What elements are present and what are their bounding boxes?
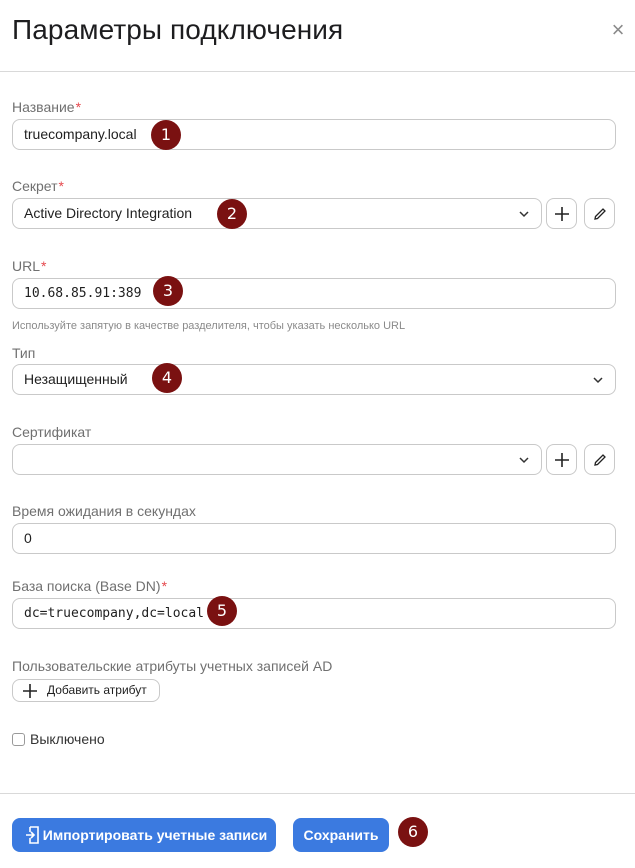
annotation-marker-5: 5 bbox=[207, 596, 237, 626]
secret-label: Секрет* bbox=[12, 178, 64, 194]
annotation-marker-6: 6 bbox=[398, 817, 428, 847]
save-button[interactable]: Сохранить bbox=[293, 818, 389, 852]
url-hint: Используйте запятую в качестве разделителя, чтобы указать несколько URL bbox=[12, 320, 406, 332]
pencil-icon bbox=[593, 207, 607, 221]
plus-icon bbox=[555, 207, 569, 221]
add-secret-button[interactable] bbox=[546, 198, 577, 229]
url-label: URL* bbox=[12, 258, 47, 274]
import-icon bbox=[25, 826, 41, 844]
name-label: Название* bbox=[12, 99, 82, 115]
certificate-label: Сертификат bbox=[12, 424, 92, 440]
header-divider bbox=[0, 71, 635, 72]
annotation-marker-3: 3 bbox=[153, 276, 183, 306]
edit-certificate-button[interactable] bbox=[584, 444, 615, 475]
add-certificate-button[interactable] bbox=[546, 444, 577, 475]
custom-attributes-label: Пользовательские атрибуты учетных записей AD bbox=[12, 658, 333, 674]
pencil-icon bbox=[593, 453, 607, 467]
secret-value: Active Directory Integration bbox=[24, 205, 193, 221]
plus-icon bbox=[555, 453, 569, 467]
type-value: Незащищенный bbox=[24, 371, 128, 387]
plus-icon bbox=[23, 684, 37, 698]
import-accounts-label: Импортировать учетные записи bbox=[42, 827, 268, 843]
dialog-title: Параметры подключения bbox=[12, 14, 344, 45]
import-accounts-button[interactable] bbox=[12, 818, 276, 852]
annotation-marker-1: 1 bbox=[151, 120, 181, 150]
timeout-input[interactable]: 0 bbox=[12, 523, 616, 554]
footer-divider bbox=[0, 793, 635, 794]
chevron-down-icon bbox=[593, 375, 603, 385]
chevron-down-icon bbox=[519, 455, 529, 465]
certificate-select[interactable] bbox=[12, 444, 542, 475]
name-input[interactable]: truecompany.local bbox=[12, 119, 616, 150]
annotation-marker-2: 2 bbox=[217, 199, 247, 229]
base-dn-label: База поиска (Base DN)* bbox=[12, 578, 168, 594]
url-input[interactable]: 10.68.85.91:389 bbox=[12, 278, 616, 309]
type-select[interactable] bbox=[12, 364, 616, 395]
secret-select[interactable] bbox=[12, 198, 542, 229]
annotation-marker-4: 4 bbox=[152, 363, 182, 393]
add-attribute-button[interactable] bbox=[12, 679, 160, 702]
timeout-label: Время ожидания в секундах bbox=[12, 503, 196, 519]
edit-secret-button[interactable] bbox=[584, 198, 615, 229]
disabled-checkbox-label: Выключено bbox=[30, 731, 105, 747]
chevron-down-icon bbox=[519, 209, 529, 219]
disabled-checkbox[interactable] bbox=[12, 733, 25, 746]
add-attribute-label: Добавить атрибут bbox=[47, 683, 147, 697]
close-icon[interactable]: × bbox=[611, 17, 625, 42]
type-label: Тип bbox=[12, 345, 36, 361]
base-dn-input[interactable]: dc=truecompany,dc=local bbox=[12, 598, 616, 629]
